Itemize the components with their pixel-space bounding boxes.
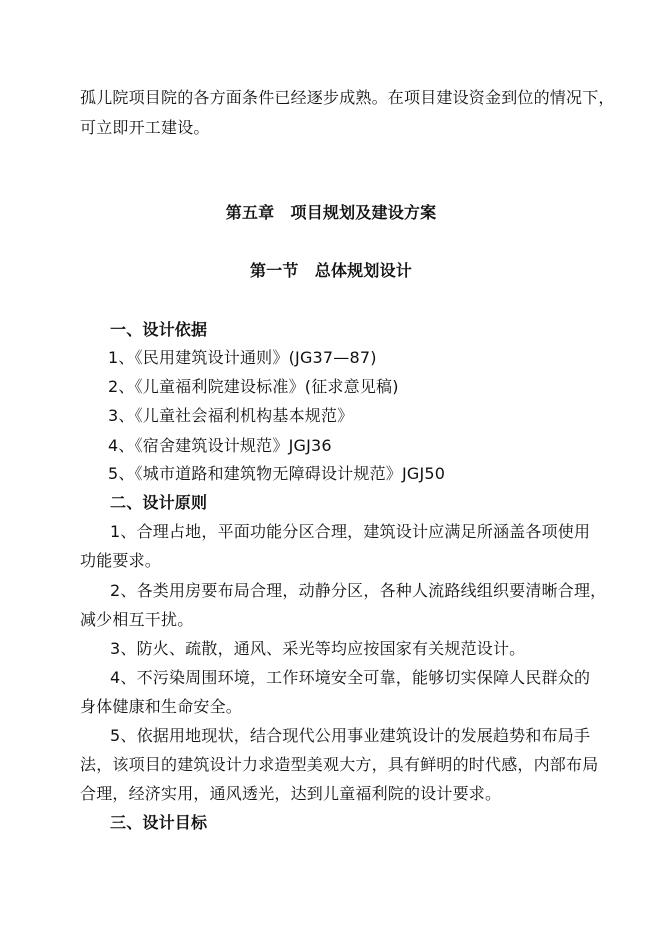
basis-item-2: 2、《儿童福利院建设标准》(征求意见稿): [108, 377, 399, 396]
intro-line-1: 孤儿院项目院的各方面条件已经逐步成熟。在项目建设资金到位的情况下，: [80, 88, 615, 107]
principle-2-line-1: 2、各类用房要布局合理，动静分区，各种人流路线组织要清晰合理，: [110, 581, 607, 600]
principle-4-line-2: 身体健康和生命安全。: [80, 697, 243, 716]
basis-item-1: 1、《民用建筑设计通则》(JG37—87): [108, 348, 377, 367]
basis-item-5: 5、《城市道路和建筑物无障碍设计规范》JGJ50: [108, 464, 446, 483]
section-title: 第一节 总体规划设计: [249, 261, 412, 280]
design-basis-heading: 一、设计依据: [110, 320, 208, 339]
intro-line-2: 可立即开工建设。: [80, 118, 210, 137]
basis-item-4: 4、《宿舍建筑设计规范》JGJ36: [108, 436, 332, 455]
principle-2-line-2: 减少相互干扰。: [80, 610, 194, 629]
basis-item-3: 3、《儿童社会福利机构基本规范》: [108, 406, 354, 425]
principle-5-line-3: 合理，经济实用，通风透光，达到儿童福利院的设计要求。: [80, 784, 502, 803]
chapter-title: 第五章 项目规划及建设方案: [225, 203, 437, 222]
principle-5-line-2: 法，该项目的建筑设计力求造型美观大方，具有鲜明的时代感，内部布局: [80, 755, 599, 774]
design-goals-heading: 三、设计目标: [110, 813, 208, 832]
principle-4-line-1: 4、不污染周围环境，工作环境安全可靠，能够切实保障人民群众的: [110, 668, 591, 687]
principle-1-line-1: 1、合理占地，平面功能分区合理，建筑设计应满足所涵盖各项使用: [110, 522, 591, 541]
principle-3: 3、防火、疏散，通风、采光等均应按国家有关规范设计。: [110, 639, 526, 658]
principle-1-line-2: 功能要求。: [80, 551, 162, 570]
design-principles-heading: 二、设计原则: [110, 493, 208, 512]
principle-5-line-1: 5、依据用地现状，结合现代公用事业建筑设计的发展趋势和布局手: [110, 726, 591, 745]
